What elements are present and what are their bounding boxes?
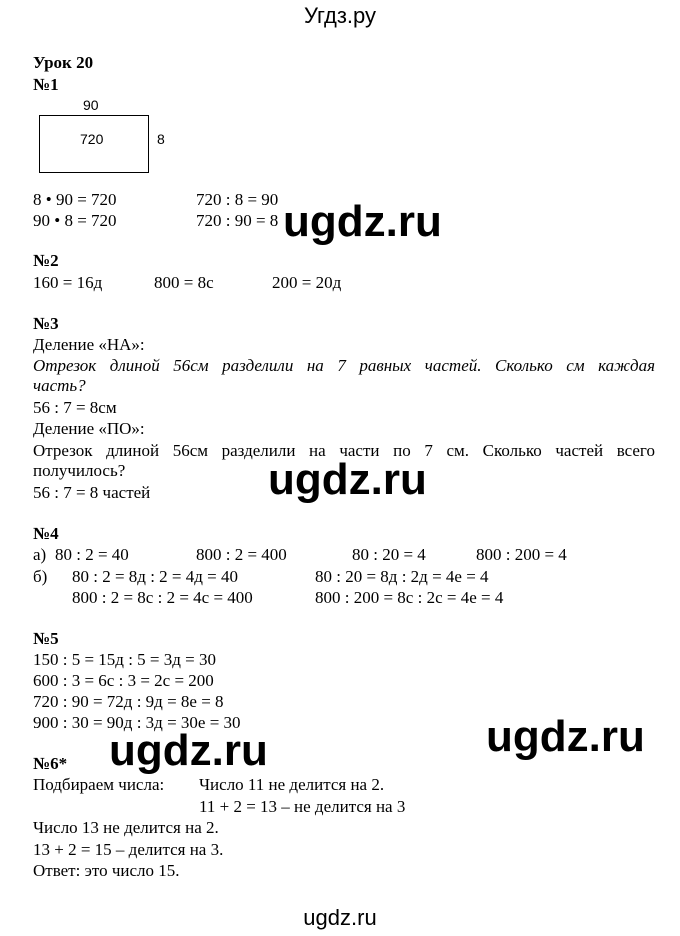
division-na-heading: Деление «НА»: xyxy=(33,335,145,354)
division-na-text-line-2: часть? xyxy=(33,376,86,395)
task-4-b-item: 80 : 20 = 8д : 2д = 4е = 4 xyxy=(315,567,489,586)
task-1-line: 90 • 8 = 720 xyxy=(33,211,117,230)
task-6-line: Число 13 не делится на 2. xyxy=(33,818,219,837)
task-5-line: 150 : 5 = 15д : 5 = 3д = 30 xyxy=(33,650,217,669)
task-1-line: 720 : 90 = 8 xyxy=(196,211,279,230)
division-po-text-line-2: получилось? xyxy=(33,461,126,480)
lesson-title: Урок 20 xyxy=(33,53,94,72)
task-4-a-item: 80 : 2 = 40 xyxy=(55,545,129,564)
division-po-answer: 56 : 7 = 8 частей xyxy=(33,483,151,502)
task-5-label: №5 xyxy=(33,629,59,648)
task-4-a-label: а) xyxy=(33,545,47,564)
task-4-b-item: 800 : 2 = 8с : 2 = 4с = 400 xyxy=(72,588,253,607)
task-5-line: 900 : 30 = 90д : 3д = 30е = 30 xyxy=(33,713,241,732)
task-1-label: №1 xyxy=(33,75,59,94)
task-4-label: №4 xyxy=(33,524,59,543)
task-1-line: 8 • 90 = 720 xyxy=(33,190,117,209)
task-4-a-item: 800 : 2 = 400 xyxy=(196,545,287,564)
division-po-text-line-1: Отрезок длиной 56см разделили на части по 7 см. Сколько частей всего xyxy=(33,441,655,460)
task-4-a-item: 800 : 200 = 4 xyxy=(476,545,567,564)
rect-top-label: 90 xyxy=(83,97,99,113)
task-6-answer: Ответ: это число 15. xyxy=(33,861,180,880)
task-6-line: Подбираем числа: xyxy=(33,775,165,794)
division-na-answer: 56 : 7 = 8см xyxy=(33,398,117,417)
task-2-item: 200 = 20д xyxy=(272,273,342,292)
task-2-label: №2 xyxy=(33,251,59,270)
site-title-top: Угдз.ру xyxy=(303,3,377,28)
division-po-heading: Деление «ПО»: xyxy=(33,419,145,438)
watermark: ugdz.ru xyxy=(486,712,645,761)
rect-area-label: 720 xyxy=(80,131,104,147)
site-title-bottom: ugdz.ru xyxy=(303,905,377,930)
task-1-line: 720 : 8 = 90 xyxy=(196,190,279,209)
watermark: ugdz.ru xyxy=(283,197,442,246)
division-na-text-line-1: Отрезок длиной 56см разделили на 7 равных частей. Сколько см каждая xyxy=(33,356,655,375)
watermark: ugdz.ru xyxy=(268,455,427,504)
task-4-a-item: 80 : 20 = 4 xyxy=(352,545,426,564)
task-4-b-item: 800 : 200 = 8с : 2с = 4е = 4 xyxy=(315,588,504,607)
task-6-line: 11 + 2 = 13 – не делится на 3 xyxy=(199,797,406,816)
task-5-line: 720 : 90 = 72д : 9д = 8е = 8 xyxy=(33,692,224,711)
task-4-b-item: 80 : 2 = 8д : 2 = 4д = 40 xyxy=(72,567,239,586)
task-5-line: 600 : 3 = 6с : 3 = 2с = 200 xyxy=(33,671,214,690)
task-3-label: №3 xyxy=(33,314,59,333)
task-2-item: 160 = 16д xyxy=(33,273,103,292)
rect-side-label: 8 xyxy=(157,131,165,147)
task-6-line: Число 11 не делится на 2. xyxy=(199,775,385,794)
task-2-item: 800 = 8с xyxy=(154,273,214,292)
watermark: ugdz.ru xyxy=(109,726,268,775)
task-6-line: 13 + 2 = 15 – делится на 3. xyxy=(33,840,224,859)
task-4-b-label: б) xyxy=(33,567,48,586)
task-6-label: №6* xyxy=(33,754,68,773)
